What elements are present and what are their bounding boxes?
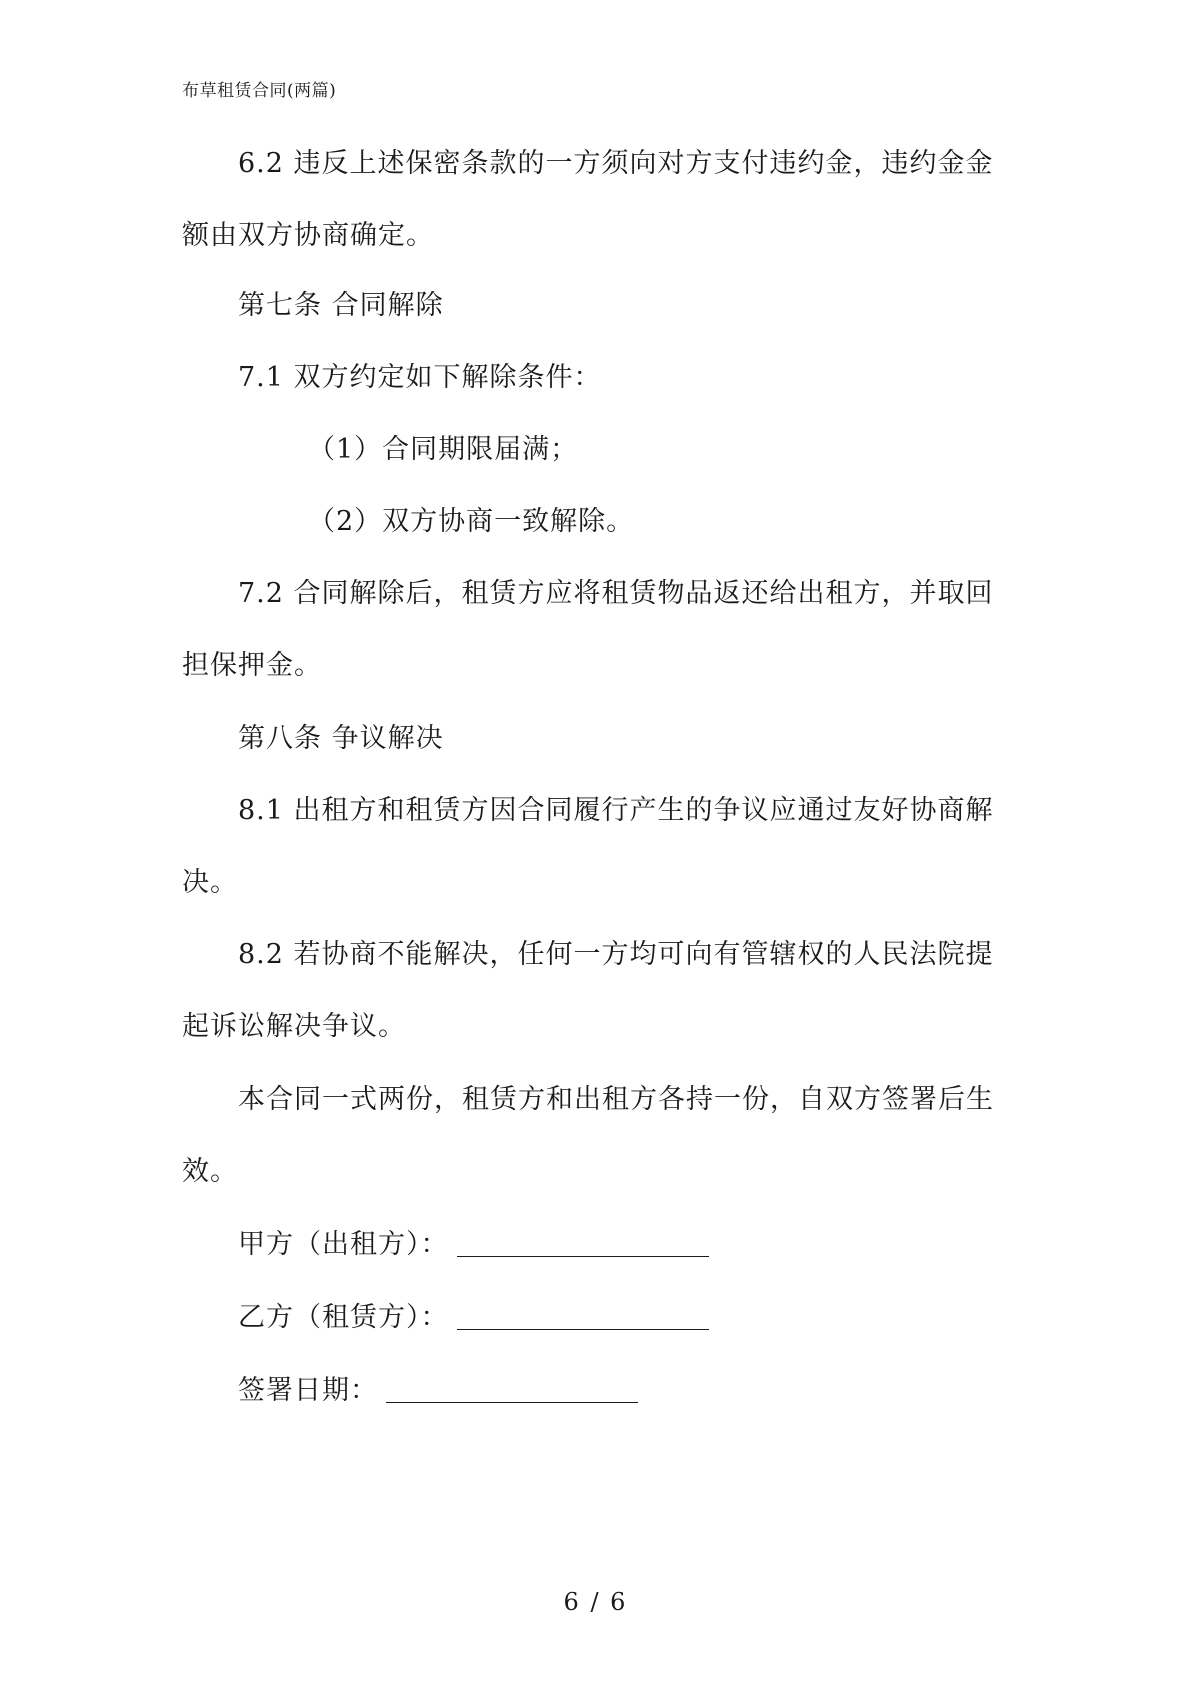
closing-statement: 本合同一式两份，租赁方和出租方各持一份，自双方签署后生效。: [182, 1084, 994, 1187]
signature-party-a: [182, 1209, 1000, 1281]
signature-date: [182, 1355, 1000, 1427]
signature-party-b-line: [457, 1307, 709, 1330]
document-header: 布草租赁合同(两篇): [182, 81, 337, 101]
signature-party-b: [182, 1282, 1000, 1354]
article-7-heading: 第七条 合同解除: [238, 290, 444, 321]
article-8-heading: 第八条 争议解决: [238, 723, 444, 754]
signature-party-a-line: [457, 1234, 709, 1257]
clause-8-2: 8.2 若协商不能解决，任何一方均可向有管辖权的人民法院提起诉讼解决争议。: [182, 939, 994, 1042]
clause-7-1-item-2: （2）双方协商一致解除。: [308, 506, 635, 537]
clause-7-2: 7.2 合同解除后，租赁方应将租赁物品返还给出租方，并取回担保押金。: [182, 578, 994, 681]
clause-7-1: 7.1 双方约定如下解除条件：: [238, 362, 602, 393]
signature-party-b-label: 乙方（租赁方）：: [238, 1302, 449, 1333]
signature-date-line: [386, 1380, 638, 1403]
clause-6-2: 6.2 违反上述保密条款的一方须向对方支付违约金，违约金金额由双方协商确定。: [182, 148, 994, 251]
clause-7-1-item-1: （1）合同期限届满；: [308, 434, 579, 465]
clause-8-1: 8.1 出租方和租赁方因合同履行产生的争议应通过友好协商解决。: [182, 795, 994, 898]
signature-party-a-label: 甲方（出租方）：: [238, 1229, 449, 1260]
page-number: 6 / 6: [563, 1588, 628, 1616]
signature-date-label: 签署日期：: [238, 1375, 378, 1406]
